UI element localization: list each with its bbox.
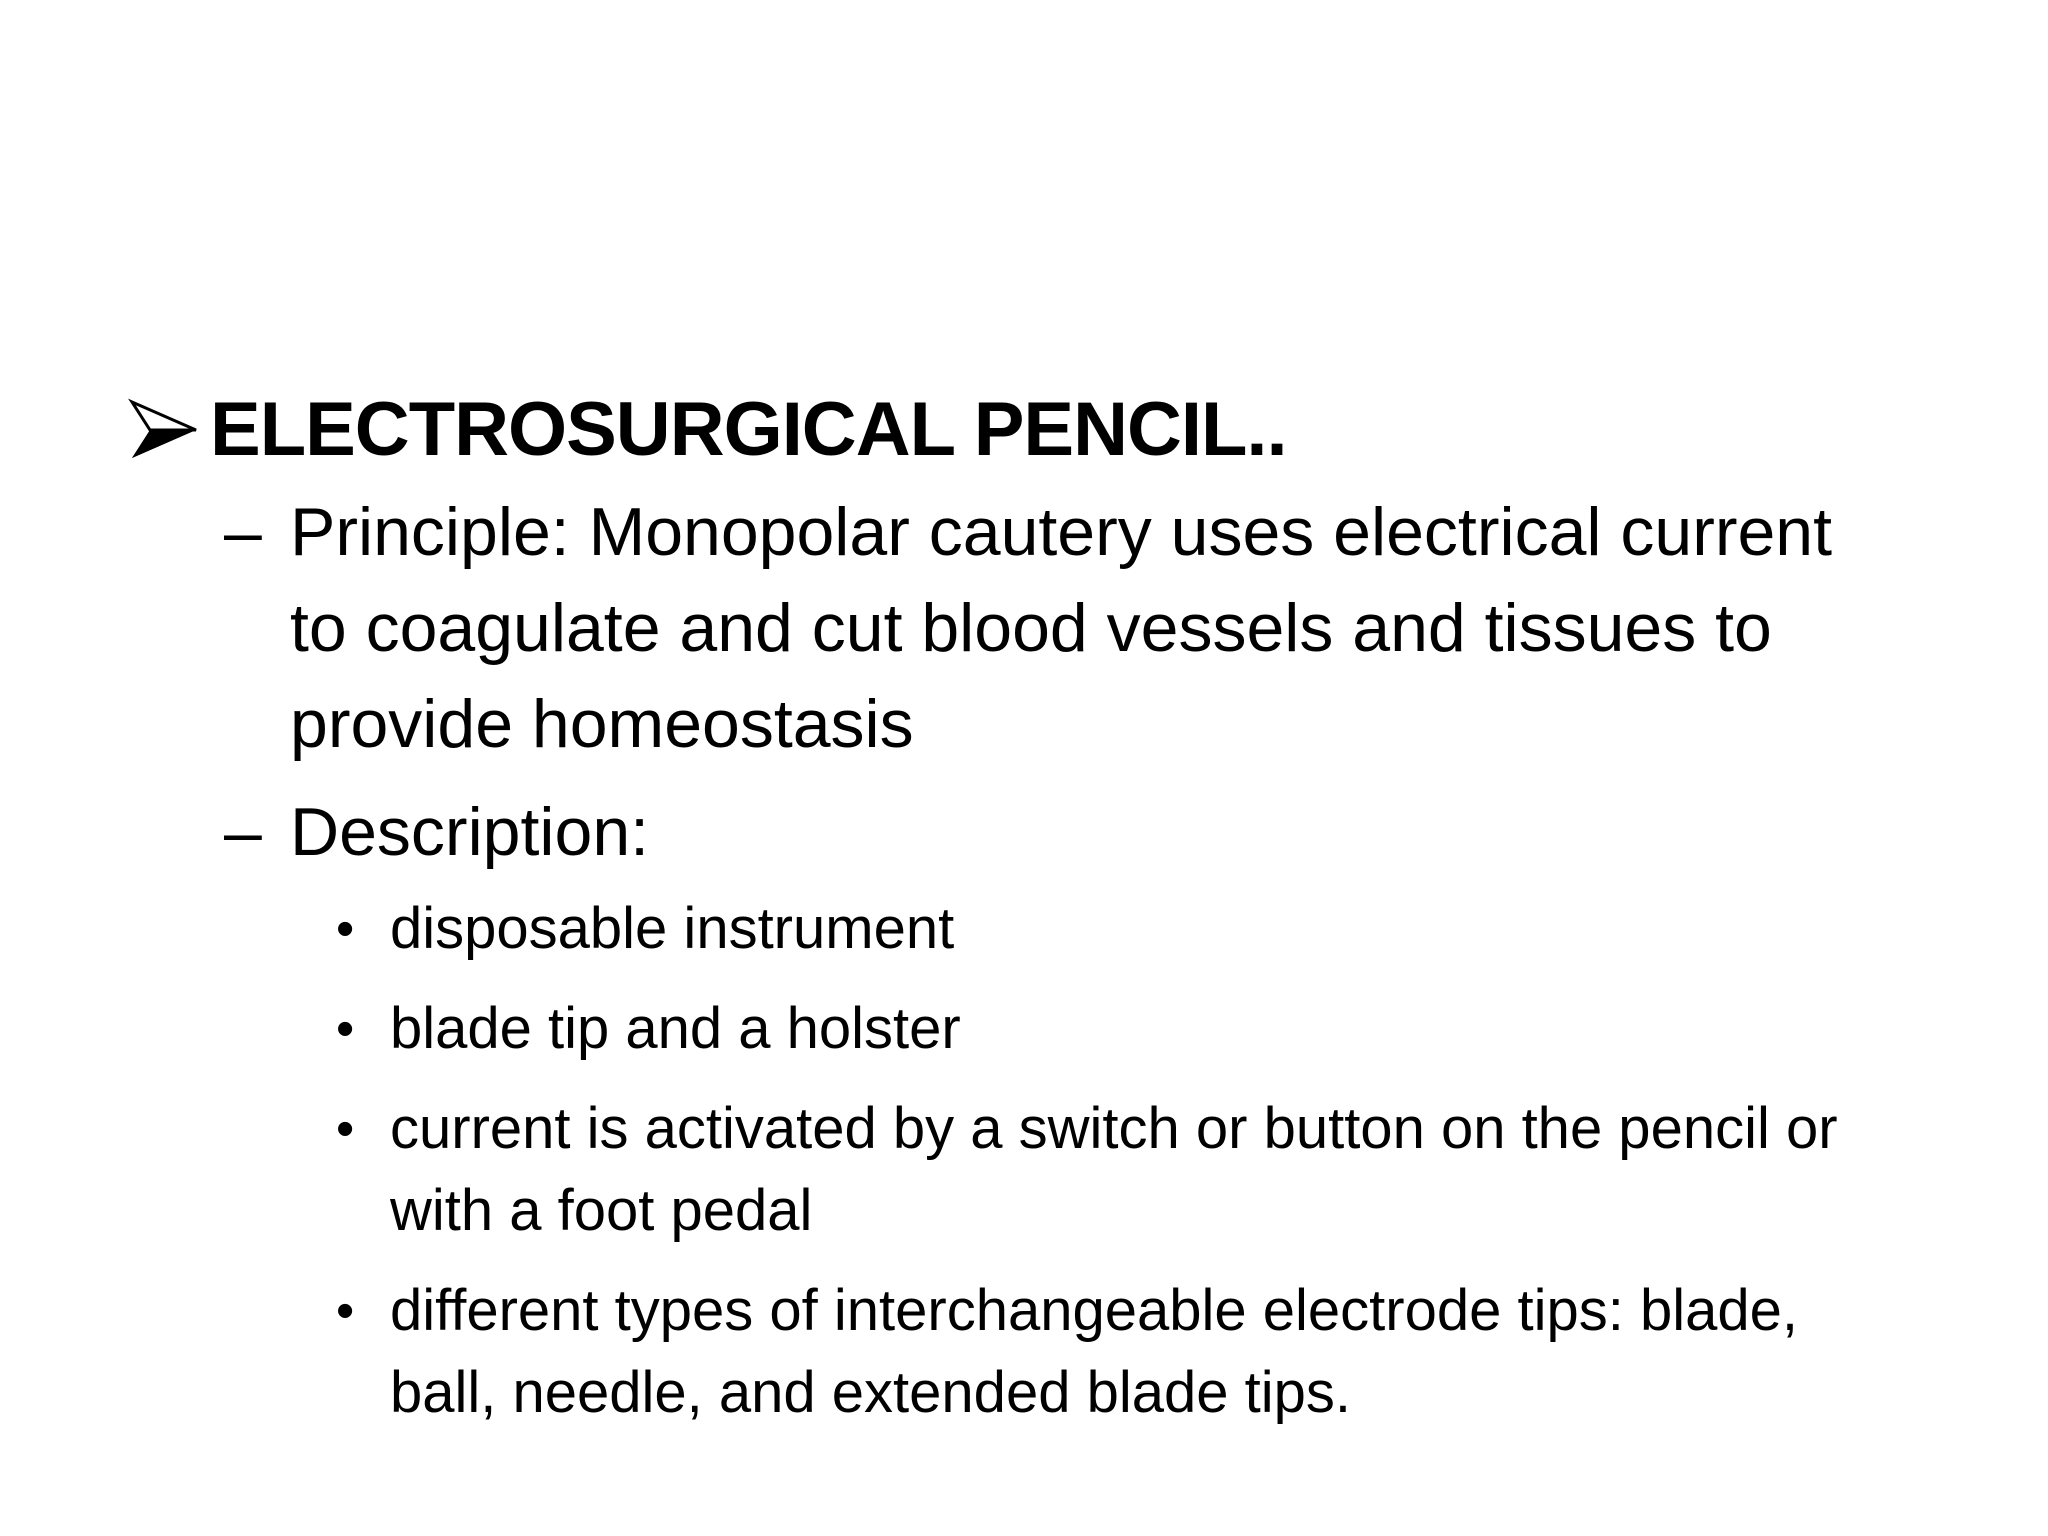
- bullet-text: current is activated by a switch or button on the pencil or with a foot pedal: [390, 1096, 1838, 1243]
- bullet-marker: •: [336, 1000, 355, 1058]
- dash-marker: –: [224, 494, 262, 570]
- description-bullet-item: [336, 1088, 1920, 1252]
- description-bullet-item: [336, 988, 1920, 1070]
- heading-text: ELECTROSURGICAL PENCIL..: [210, 387, 1287, 472]
- bullet-marker: •: [336, 1282, 355, 1340]
- slide-heading: [128, 380, 1968, 480]
- bullet-text: blade tip and a holster: [390, 996, 961, 1061]
- bullet-marker: •: [336, 900, 355, 958]
- description-bullet-item: [336, 888, 1920, 970]
- description-item: [224, 784, 1850, 880]
- dash-marker: –: [224, 794, 262, 870]
- bullet-text: different types of interchangeable electrode tips: blade, ball, needle, and extended blade tips.: [390, 1278, 1798, 1425]
- principle-text: Principle: Monopolar cautery uses electrical current to coagulate and cut blood vessels and tissues to provide homeostasis: [290, 494, 1833, 762]
- arrowhead-bullet-icon: [128, 394, 200, 466]
- slide-content: [128, 380, 1968, 1434]
- bullet-marker: •: [336, 1100, 355, 1158]
- description-bullet-item: [336, 1270, 1920, 1434]
- bullet-text: disposable instrument: [390, 896, 955, 961]
- principle-item: [224, 484, 1850, 772]
- description-label: Description:: [290, 794, 650, 870]
